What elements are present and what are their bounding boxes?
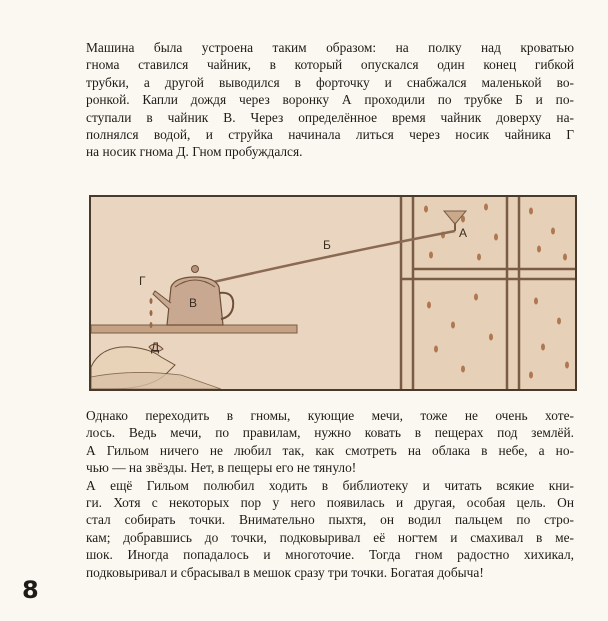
label-g: Г [139, 274, 146, 288]
text-line: трубки, а другой выводился в форточку и снабжался маленькой во- [86, 74, 574, 90]
water-drops-from-spout [150, 298, 153, 328]
paragraph-gnome-story [86, 407, 574, 581]
text-line: гнома ставился чайник, в который опускался один конец гибкой [86, 57, 574, 73]
text-line: чью — на звёзды. Нет, в пещеры его не тянуло! [86, 460, 357, 476]
text-line: лось. Ведь мечи, по правилам, нужно ковать в пещерах под землёй. [86, 425, 574, 441]
label-a: А [459, 226, 468, 240]
text-line: шок. Иногда попадалось и многоточие. Тогда гном радостно хихикал, [86, 547, 574, 563]
illustration-rain-alarm [89, 195, 577, 391]
text-line: Однако переходить в гномы, кующие мечи, тоже не очень хоте- [86, 408, 574, 423]
shelf [91, 325, 297, 333]
text-line: ги. Хотя с некоторых пор у него появилась и другая, особая цель. Он [86, 495, 574, 511]
text-line: А Гильом ничего не любил так, как смотреть на облака в небе, а но- [86, 442, 574, 458]
text-line: ступали в чайник В. Через определённое время чайник доверху на- [86, 109, 574, 125]
label-d: Д [151, 340, 160, 354]
label-b: Б [323, 238, 331, 252]
text-line: стал собирать точки. Внимательно пыхтя, он водил пальцем по стро- [86, 512, 574, 528]
text-line: на носик гнома Д. Гном пробуждался. [86, 144, 303, 160]
illustration-drawing [91, 197, 575, 389]
text-line: кам; добравшись до точки, подковыривал её ногтем и смахивал в ме- [86, 529, 574, 545]
text-line: А ещё Гильом полюбил ходить в библиотеку и читать всякие кни- [86, 477, 574, 493]
page-number: 8 [22, 576, 39, 604]
label-v: В [189, 296, 198, 310]
text-line: полнялся водой, и струйка начинала литься через носик чайника Г [86, 127, 574, 143]
paragraph-machine-description [86, 39, 574, 161]
text-line: подковыривал и сбрасывал в мешок сразу три точки. Богатая добыча! [86, 564, 484, 580]
text-line: ронкой. Капли дождя через воронку А проходили по трубке Б и по- [86, 92, 574, 108]
text-line: Машина была устроена таким образом: на полку над кроватью [86, 40, 574, 55]
